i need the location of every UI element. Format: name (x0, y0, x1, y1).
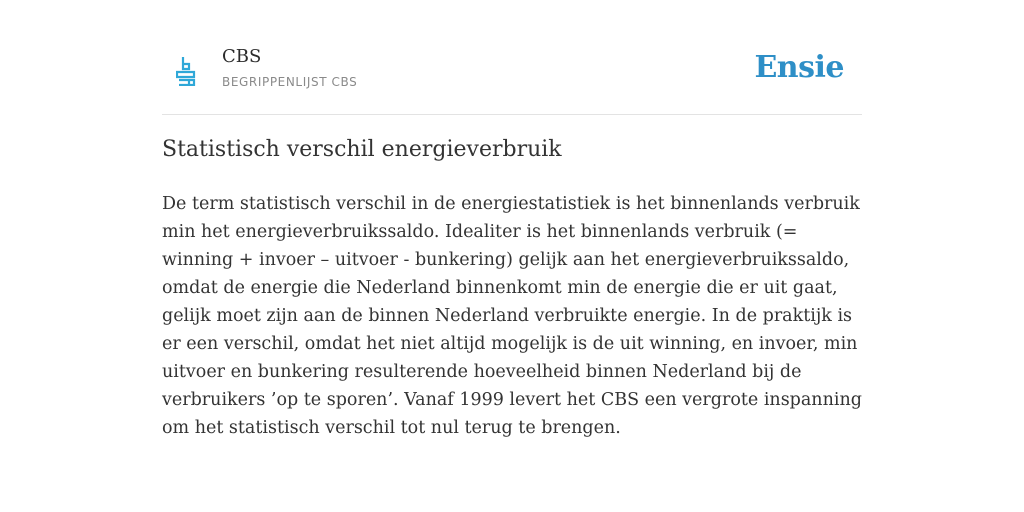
definition-card (162, 0, 862, 512)
term-title: Statistisch verschil energieverbruik (162, 137, 562, 162)
definition-text: De term statistisch verschil in de energiestatistiek is het binnenlands verbruik min het energieverbruikssaldo. Idealiter is het binnenlands verbruik (= winning + invoer – uitvoer - bunkering) gelijk aan het energieverbruikssaldo, omdat de energie die Nederland binnenkomt min de energie die er uit gaat, gelijk moet zijn aan de binnen Nederland verbruikte energie. In de praktijk is er een verschil, omdat het niet altijd mogelijk is de uit winning, en invoer, min uitvoer en bunkering resulterende hoeveelheid binnen Nederland bij de verbruikers ’op te sporen’. Vanaf 1999 levert het CBS een vergrote inspanning om het statistisch verschil tot nul terug te brengen. (162, 194, 862, 438)
source-subtitle: BEGRIPPENLIJST CBS (222, 75, 358, 89)
source-name: CBS (222, 46, 262, 67)
card-header (162, 0, 862, 115)
cbs-logo-icon (176, 56, 196, 86)
brand-logo[interactable]: Ensie (754, 50, 844, 85)
